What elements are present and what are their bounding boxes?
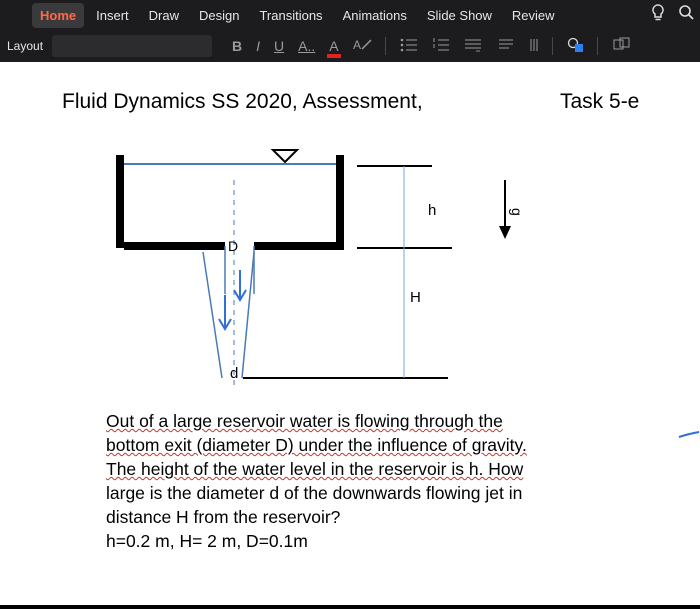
arrange-icon[interactable] <box>612 37 632 56</box>
align-icon[interactable] <box>464 37 482 56</box>
paragraph-icon[interactable] <box>528 37 540 56</box>
tab-slide-show[interactable]: Slide Show <box>426 7 492 23</box>
question-line-3 <box>106 457 576 481</box>
label-H: H <box>410 289 421 306</box>
question-line-2 <box>106 433 576 457</box>
question-text <box>106 409 576 529</box>
shapes-icon[interactable] <box>567 37 585 56</box>
slide-canvas[interactable] <box>0 62 700 605</box>
bold-button[interactable]: B <box>232 38 243 54</box>
label-D: D <box>228 238 239 254</box>
underline-button[interactable]: U <box>274 38 285 54</box>
label-h: h <box>428 202 437 219</box>
question-line-3-text: The height of the water level in the reservoir is h. How <box>106 459 524 479</box>
italic-button[interactable]: I <box>256 38 261 54</box>
tab-draw[interactable]: Draw <box>148 7 179 23</box>
font-name-field[interactable] <box>52 35 212 57</box>
font-color-swatch <box>327 54 340 58</box>
ink-stroke <box>678 430 700 440</box>
bullet-list-icon[interactable] <box>400 37 418 56</box>
question-line-1 <box>106 409 576 433</box>
toolbar-divider <box>597 37 598 55</box>
slide-title: Fluid Dynamics SS 2020, Assessment, <box>62 90 423 113</box>
search-icon[interactable] <box>678 4 694 27</box>
question-line-1-text: Out of a large reservoir water is flowing through the <box>106 411 503 431</box>
tab-design[interactable]: Design <box>198 7 240 23</box>
font-color-button[interactable] <box>329 38 338 54</box>
reservoir-left-wall <box>116 155 124 248</box>
jet-left-boundary <box>203 252 222 378</box>
question-line-5: distance H from the reservoir? <box>106 507 341 527</box>
layout-button[interactable]: Layout <box>7 39 44 53</box>
reservoir-bottom-right <box>254 242 344 250</box>
reservoir-bottom-left <box>124 242 225 250</box>
question-line-2-text: bottom exit (diameter D) under the influence of gravity. <box>106 435 527 455</box>
label-g: g <box>509 208 525 216</box>
task-label: Task 5-e <box>560 90 640 113</box>
flow-arrow-left <box>219 295 231 329</box>
toolbar-divider <box>552 37 553 55</box>
font-size-button[interactable]: A.. <box>298 38 316 54</box>
toolbar-divider <box>385 37 386 55</box>
svg-text:A: A <box>352 37 361 52</box>
tab-animations[interactable]: Animations <box>342 7 407 23</box>
question-line-4: large is the diameter d of the downwards flowing jet in <box>106 483 523 503</box>
font-color-label: A <box>329 38 339 54</box>
tab-insert[interactable]: Insert <box>96 7 129 23</box>
flow-arrow-right <box>234 270 246 300</box>
tab-transitions[interactable]: Transitions <box>259 7 323 23</box>
reservoir-diagram <box>0 62 700 402</box>
tab-home[interactable]: Home <box>32 3 84 28</box>
line-spacing-icon[interactable] <box>496 37 514 56</box>
formatting-toolbar <box>0 30 700 62</box>
lightbulb-icon[interactable] <box>650 4 666 27</box>
given-values: h=0.2 m, H= 2 m, D=0.1m <box>106 531 308 551</box>
label-d: d <box>230 365 239 382</box>
reservoir-right-wall <box>336 155 344 248</box>
numbered-list-icon[interactable] <box>432 37 450 56</box>
jet-right-boundary <box>242 252 254 378</box>
free-surface-marker <box>273 150 297 162</box>
ribbon-tab-bar <box>0 0 700 30</box>
highlighter-icon[interactable] <box>353 37 373 56</box>
tab-review[interactable]: Review <box>511 7 555 23</box>
